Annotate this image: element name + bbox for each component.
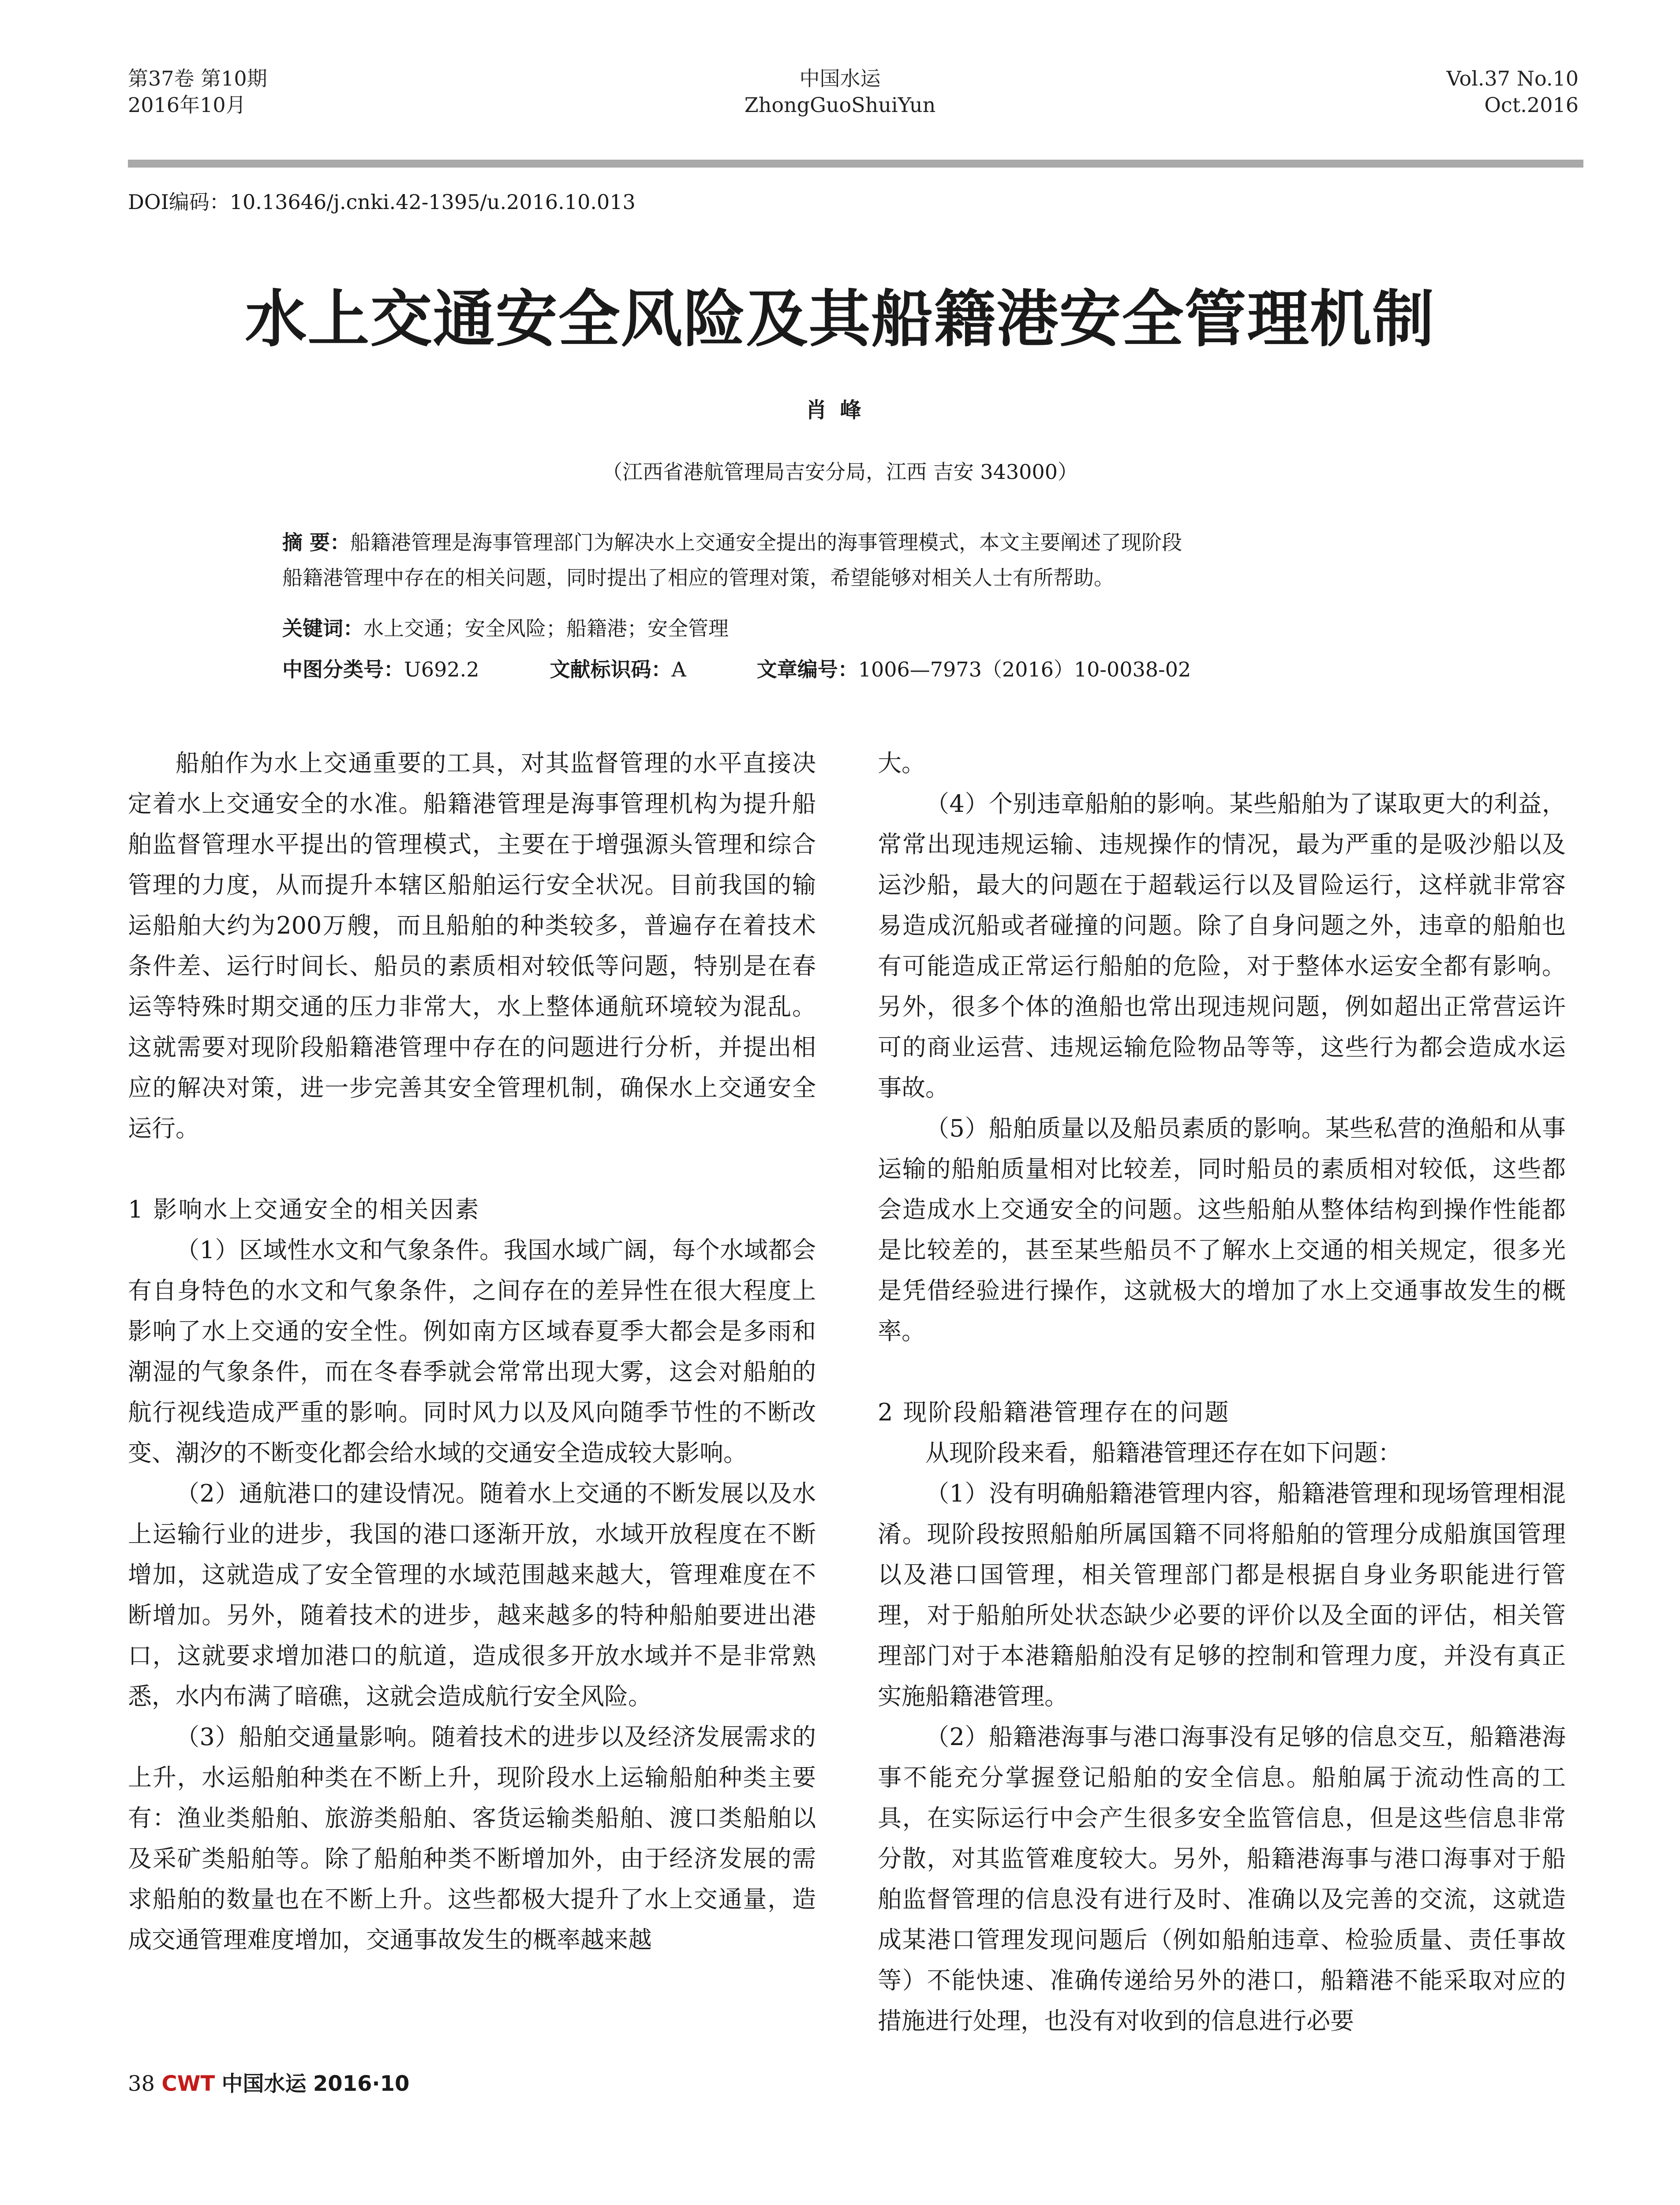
footer-issue: 2016·10 [313,2071,410,2096]
clc-value: U692.2 [404,658,479,681]
section-1-paragraph-2: （2）通航港口的建设情况。随着水上交通的不断发展以及水上运输行业的进步，我国的港口逐渐开放，水域开放程度在不断增加，这就造成了安全管理的水域范围越来越大，管理难度在不断增加。另外，随着技术的进步，越来越多的特种船舶要进出港口，这就要求增加港口的航道，造成很多开放水域并不是非常熟悉，水内布满了暗礁，这就会造成航行安全风险。 [128,1480,816,1710]
doc-code-value: A [671,658,686,681]
section-2-paragraph-2: （2）船籍港海事与港口海事没有足够的信息交互，船籍港海事不能充分掌握登记船舶的安全信息。船舶属于流动性高的工具，在实际运行中会产生很多安全监管信息，但是这些信息非常分散，对其监管难度较大。另外，船籍港海事与港口海事对于船舶监督管理的信息没有进行及时、准确以及完善的交流，这就造成某港口管理发现问题后（例如船舶违章、检验质量、责任事故等）不能快速、准确传递给另外的港口，船籍港不能采取对应的措施进行处理，也没有对收到的信息进行必要 [878,1723,1566,2035]
doc-code-label: 文献标识码： [550,658,672,681]
abstract-label: 摘 要： [282,531,351,554]
article-number [757,656,1191,683]
volume-issue-en-text: Vol.37 No.10 [1446,67,1579,90]
journal-name-pinyin: ZhongGuoShuiYun [744,93,936,117]
clc-number [282,656,479,683]
keywords-label: 关键词： [282,617,363,640]
author-affiliation: （江西省港航管理局吉安分局，江西 吉安 343000） [602,460,1078,484]
article-number-value: 1006—7973（2016）10-0038-02 [858,658,1191,681]
page-footer [128,2070,409,2097]
section-1-paragraph-3: （3）船舶交通量影响。随着技术的进步以及经济发展需求的上升，水运船舶种类在不断上升，现阶段水上运输船舶种类主要有：渔业类船舶、旅游类船舶、客货运输类船舶、渡口类船舶以及采矿类船舶等。除了船舶种类不断增加外，由于经济发展的需求船舶的数量也在不断上升。这些都极大提升了水上交通量，造成交通管理难度增加，交通事故发生的概率越来越 [128,1723,816,1954]
document-code [550,656,686,683]
doi-line: DOI编码：10.13646/j.cnki.42-1395/u.2016.10.013 [128,190,636,214]
intro-paragraph: 船舶作为水上交通重要的工具，对其监督管理的水平直接决定着水上交通安全的水准。船籍港管理是海事管理机构为提升船舶监督管理水平提出的管理模式，主要在于增强源头管理和综合管理的力度，从而提升本辖区船舶运行安全状况。目前我国的输运船舶大约为200万艘，而且船舶的种类较多，普遍存在着技术条件差、运行时间长、船员的素质相对较低等问题，特别是在春运等特殊时期交通的压力非常大，水上整体通航环境较为混乱。这就需要对现阶段船籍港管理中存在的问题进行分析，并提出相应的解决对策，进一步完善其安全管理机制，确保水上交通安全运行。 [128,749,816,1142]
volume-issue-text: 第37卷 第10期 [128,67,267,90]
section-2-paragraph-1: （1）没有明确船籍港管理内容，船籍港管理和现场管理相混淆。现阶段按照船舶所属国籍不同将船舶的管理分成船旗国管理以及港口国管理，相关管理部门都是根据自身业务职能进行管理，对于船舶所处状态缺少必要的评价以及全面的评估，相关管理部门对于本港籍船舶没有足够的控制和管理力度，并没有真正实施船籍港管理。 [878,1480,1566,1710]
abstract-line-1: 船籍港管理是海事管理部门为解决水上交通安全提出的海事管理模式，本文主要阐述了现阶段 [350,531,1182,554]
section-2-heading: 2 现阶段船籍港管理存在的问题 [878,1398,1230,1426]
section-1-paragraph-5: （5）船舶质量以及船员素质的影响。某些私营的渔船和从事运输的船舶质量相对比较差，同时船员的素质相对较低，这些都会造成水上交通安全的问题。这些船舶从整体结构到操作性能都是比较差的，甚至某些船员不了解水上交通的相关规定，很多光是凭借经验进行操作，这就极大的增加了水上交通事故发生的概率。 [878,1114,1566,1345]
section-2-intro: 从现阶段来看，船籍港管理还存在如下问题： [925,1439,1402,1467]
author-name: 肖峰 [805,398,875,422]
keywords-block [282,615,1411,642]
continued-text: 大。 [878,749,925,777]
spacer [878,1352,1566,1392]
issue-date-text: 2016年10月 [128,93,246,117]
issue-date-en-text: Oct.2016 [1484,93,1579,117]
journal-volume-issue-en [1447,65,1579,118]
section-1-paragraph-4: （4）个别违章船舶的影响。某些船舶为了谋取更大的利益，常常出现违规运输、违规操作的情况，最为严重的是吸沙船以及运沙船，最大的问题在于超载运行以及冒险运行，这样就非常容易造成沉船或者碰撞的问题。除了自身问题之外，违章的船舶也有可能造成正常运行船舶的危险，对于整体水运安全都有影响。另外，很多个体的渔船也常出现违规问题，例如超出正常营运许可的商业运营、违规运输危险物品等等，这些行为都会造成水运事故。 [878,790,1566,1102]
article-title: 水上交通安全风险及其船籍港安全管理机制 [245,284,1435,355]
body-left-column [128,743,816,1960]
journal-name-cn: 中国水运 [799,67,881,90]
abstract-line-2: 船籍港管理中存在的相关问题，同时提出了相应的管理对策，希望能够对相关人士有所帮助。 [282,566,1114,590]
journal-logo-abbr: CWT [161,2071,215,2096]
page-number: 38 [128,2071,155,2096]
keywords-text: 水上交通；安全风险；船籍港；安全管理 [363,617,729,640]
journal-logo-name: 中国水运 [221,2071,307,2096]
header-rule [128,160,1583,168]
spacer [128,1149,816,1189]
section-1-paragraph-1: （1）区域性水文和气象条件。我国水域广阔，每个水域都会有自身特色的水文和气象条件，之间存在的差异性在很大程度上影响了水上交通的安全性。例如南方区域春夏季大都会是多雨和潮湿的气象条件，而在冬春季就会常常出现大雾，这会对船舶的航行视线造成严重的影响。同时风力以及风向随季节性的不断改变、潮汐的不断变化都会给水域的交通安全造成较大影响。 [128,1236,816,1467]
abstract-block [282,529,1411,591]
body-right-column [878,743,1566,2041]
article-number-label: 文章编号： [756,658,858,681]
section-1-heading: 1 影响水上交通安全的相关因素 [128,1196,480,1223]
classification-block [282,656,1411,683]
journal-name [0,65,1680,118]
clc-label: 中图分类号： [282,658,404,681]
